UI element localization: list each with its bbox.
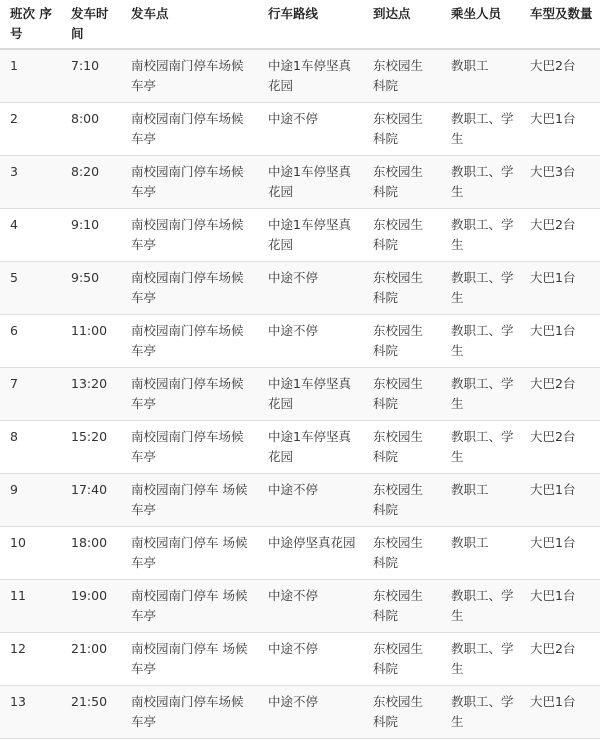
passengers-cell: 教职工 [441,474,520,527]
vehicle-count-cell: 大巴2台 [520,633,600,686]
table-row [0,262,600,315]
departure-point-cell: 南校园南门停车 场候车亭 [121,474,258,527]
route-cell: 中途1车停坚真花园 [258,49,363,103]
table-row [0,368,600,421]
departure-time-cell: 21:50 [61,686,121,739]
route-cell: 中途不停 [258,633,363,686]
arrival-point-cell: 东校园生科院 [363,103,441,156]
arrival-point-cell: 东校园生科院 [363,49,441,103]
route-cell: 中途不停 [258,580,363,633]
arrival-point-cell: 东校园生科院 [363,633,441,686]
vehicle-count-cell: 大巴2台 [520,49,600,103]
departure-time-cell: 8:00 [61,103,121,156]
departure-time-cell: 11:00 [61,315,121,368]
header-passengers: 乘坐人员 [441,0,520,49]
arrival-point-cell: 东校园生科院 [363,315,441,368]
vehicle-count-cell: 大巴1台 [520,262,600,315]
table-row [0,686,600,739]
route-cell: 中途不停 [258,315,363,368]
passengers-cell: 教职工 [441,49,520,103]
passengers-cell: 教职工、学生 [441,262,520,315]
table-row [0,315,600,368]
table-row [0,633,600,686]
route-cell: 中途停坚真花园 [258,527,363,580]
table-row [0,209,600,262]
vehicle-count-cell: 大巴1台 [520,686,600,739]
arrival-point-cell: 东校园生科院 [363,686,441,739]
passengers-cell: 教职工、学生 [441,368,520,421]
departure-time-cell: 13:20 [61,368,121,421]
header-route: 行车路线 [258,0,363,49]
passengers-cell: 教职工、学生 [441,103,520,156]
arrival-point-cell: 东校园生科院 [363,209,441,262]
passengers-cell: 教职工、学生 [441,156,520,209]
departure-time-cell: 17:40 [61,474,121,527]
passengers-cell: 教职工、学生 [441,421,520,474]
departure-point-cell: 南校园南门停车 场候车亭 [121,633,258,686]
table-row [0,49,600,103]
shift-number-cell: 10 [0,527,61,580]
departure-time-cell: 15:20 [61,421,121,474]
departure-time-cell: 9:50 [61,262,121,315]
route-cell: 中途1车停坚真花园 [258,421,363,474]
arrival-point-cell: 东校园生科院 [363,421,441,474]
vehicle-count-cell: 大巴1台 [520,103,600,156]
departure-time-cell: 8:20 [61,156,121,209]
table-row [0,421,600,474]
shift-number-cell: 11 [0,580,61,633]
table-body [0,49,600,739]
passengers-cell: 教职工、学生 [441,209,520,262]
passengers-cell: 教职工、学生 [441,686,520,739]
departure-point-cell: 南校园南门停车场候车亭 [121,421,258,474]
shift-number-cell: 2 [0,103,61,156]
vehicle-count-cell: 大巴1台 [520,474,600,527]
table-row [0,474,600,527]
passengers-cell: 教职工 [441,527,520,580]
shift-number-cell: 12 [0,633,61,686]
route-cell: 中途不停 [258,262,363,315]
departure-point-cell: 南校园南门停车场候车亭 [121,262,258,315]
header-vehicle-count: 车型及数量 [520,0,600,49]
departure-point-cell: 南校园南门停车场候车亭 [121,156,258,209]
route-cell: 中途不停 [258,474,363,527]
departure-point-cell: 南校园南门停车场候车亭 [121,49,258,103]
vehicle-count-cell: 大巴3台 [520,156,600,209]
header-departure-point: 发车点 [121,0,258,49]
shift-number-cell: 7 [0,368,61,421]
passengers-cell: 教职工、学生 [441,315,520,368]
table-row [0,103,600,156]
arrival-point-cell: 东校园生科院 [363,156,441,209]
departure-point-cell: 南校园南门停车场候车亭 [121,209,258,262]
vehicle-count-cell: 大巴1台 [520,315,600,368]
departure-point-cell: 南校园南门停车 场候车亭 [121,527,258,580]
table-header-row [0,0,600,49]
arrival-point-cell: 东校园生科院 [363,368,441,421]
route-cell: 中途1车停坚真花园 [258,209,363,262]
shift-number-cell: 6 [0,315,61,368]
vehicle-count-cell: 大巴2台 [520,368,600,421]
route-cell: 中途1车停坚真花园 [258,368,363,421]
arrival-point-cell: 东校园生科院 [363,527,441,580]
departure-point-cell: 南校园南门停车 场候车亭 [121,580,258,633]
arrival-point-cell: 东校园生科院 [363,262,441,315]
passengers-cell: 教职工、学生 [441,580,520,633]
departure-point-cell: 南校园南门停车场候车亭 [121,315,258,368]
departure-point-cell: 南校园南门停车场候车亭 [121,368,258,421]
route-cell: 中途1车停坚真花园 [258,156,363,209]
shift-number-cell: 4 [0,209,61,262]
table-row [0,580,600,633]
shift-number-cell: 1 [0,49,61,103]
table-row [0,527,600,580]
passengers-cell: 教职工、学生 [441,633,520,686]
route-cell: 中途不停 [258,686,363,739]
departure-point-cell: 南校园南门停车场候车亭 [121,686,258,739]
vehicle-count-cell: 大巴2台 [520,209,600,262]
departure-time-cell: 9:10 [61,209,121,262]
shift-number-cell: 3 [0,156,61,209]
header-departure-time: 发车时间 [61,0,121,49]
header-shift-number: 班次 序号 [0,0,61,49]
shift-number-cell: 13 [0,686,61,739]
header-arrival-point: 到达点 [363,0,441,49]
departure-time-cell: 18:00 [61,527,121,580]
departure-time-cell: 7:10 [61,49,121,103]
vehicle-count-cell: 大巴1台 [520,580,600,633]
table-row [0,156,600,209]
vehicle-count-cell: 大巴2台 [520,421,600,474]
departure-time-cell: 21:00 [61,633,121,686]
departure-time-cell: 19:00 [61,580,121,633]
vehicle-count-cell: 大巴1台 [520,527,600,580]
shift-number-cell: 5 [0,262,61,315]
arrival-point-cell: 东校园生科院 [363,474,441,527]
shift-number-cell: 9 [0,474,61,527]
route-cell: 中途不停 [258,103,363,156]
arrival-point-cell: 东校园生科院 [363,580,441,633]
departure-point-cell: 南校园南门停车场候车亭 [121,103,258,156]
shift-number-cell: 8 [0,421,61,474]
